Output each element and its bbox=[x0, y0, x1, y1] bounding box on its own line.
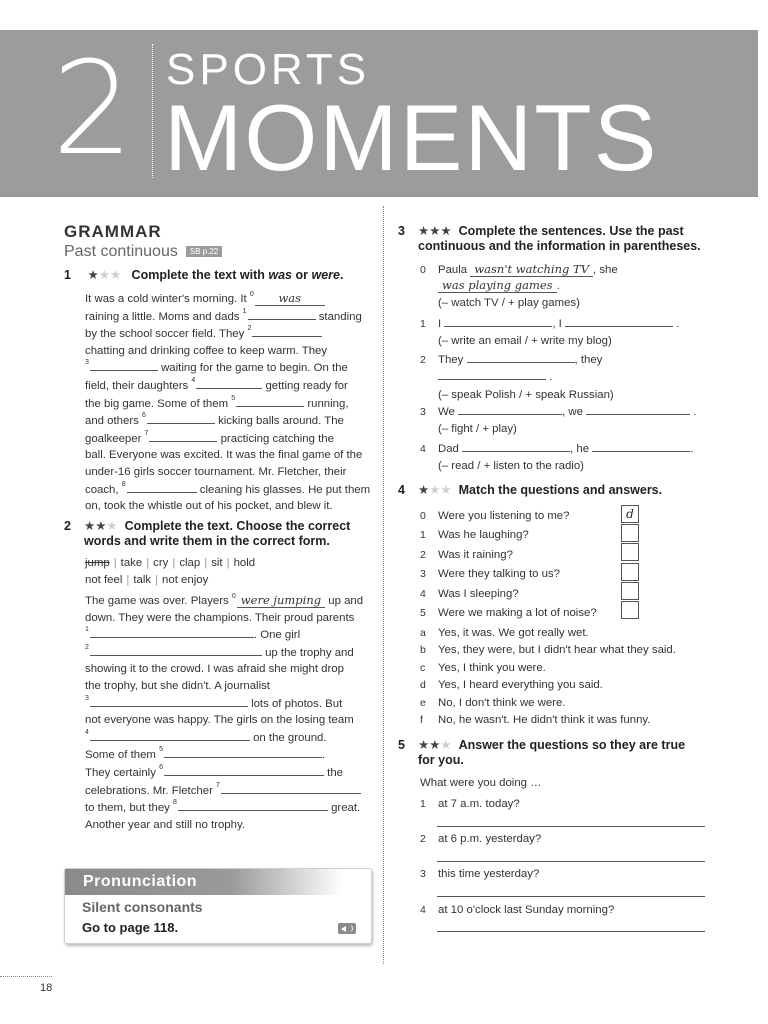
answer-line[interactable] bbox=[437, 931, 705, 932]
answer-blank[interactable] bbox=[164, 746, 322, 758]
text-line: celebrations. Mr. Fletcher $^7$ bbox=[85, 782, 375, 800]
text-line: the big game. Some of them $^5$ running, bbox=[85, 394, 349, 410]
answer-line[interactable] bbox=[437, 861, 705, 862]
text-line: The game was over. Players $^0$ were jumping up and bbox=[85, 593, 364, 607]
question-item: 1 Was he laughing? bbox=[420, 529, 529, 542]
exercise-5-lead: What were you doing … bbox=[420, 777, 542, 789]
item-hint: (– write an email / + write my blog) bbox=[438, 335, 612, 347]
question-item: 0 Were you listening to me? bbox=[420, 510, 570, 522]
answer-box[interactable] bbox=[621, 524, 639, 542]
difficulty-stars: ★★★ bbox=[418, 483, 452, 497]
answer-item: b Yes, they were, but I didn't hear what they said. bbox=[420, 644, 676, 657]
answer-blank[interactable] bbox=[444, 315, 552, 327]
answer-blank[interactable] bbox=[221, 782, 361, 794]
word-option: hold bbox=[233, 557, 256, 569]
exercise-5-instruction-cont: for you. bbox=[418, 753, 464, 767]
exercise-3-item: 0 Paula wasn't watching TV , she was playing games . (– watch TV / + play games) bbox=[420, 262, 720, 312]
exercise-1-heading bbox=[64, 268, 343, 283]
answer-list bbox=[420, 625, 720, 729]
exercise-2-text bbox=[85, 593, 375, 833]
word-option: jump bbox=[85, 557, 110, 569]
exercise-5-heading bbox=[398, 738, 718, 768]
question-item: 5 Were we making a lot of noise? bbox=[420, 607, 597, 620]
exercise-1-number: 1 bbox=[64, 268, 71, 282]
exercise-1-text bbox=[85, 291, 375, 515]
question-item: 3 Were they talking to us? bbox=[420, 568, 560, 581]
word-option: cry bbox=[153, 557, 169, 569]
answer-blank[interactable] bbox=[586, 403, 690, 415]
exercise-5-instruction: Answer the questions so they are true bbox=[458, 738, 686, 752]
exercise-4-heading bbox=[398, 483, 662, 498]
answer-blank[interactable] bbox=[90, 695, 248, 707]
answer-line[interactable] bbox=[437, 896, 705, 897]
footer-divider bbox=[0, 976, 52, 977]
answer-blank[interactable] bbox=[236, 395, 304, 407]
exercise-3-item: 2 They , they . (– speak Polish / + speak Russian) bbox=[420, 351, 720, 404]
text-line: and others $^6$ kicking balls around. The bbox=[85, 412, 344, 428]
exercise-3-item: 4 Dad , he . (– read / + listen to the radio) bbox=[420, 440, 720, 475]
text-line: down. They were the champions. Their proud parents bbox=[85, 611, 355, 624]
exercise-3-item: 1 I , I . (– write an email / + write my blog) bbox=[420, 315, 720, 350]
text-line: $^1$ . One girl bbox=[85, 626, 301, 642]
banner-divider bbox=[152, 44, 153, 178]
text-line: the trophy, but she didn't. A journalist bbox=[85, 679, 270, 692]
exercise-5-question: 2 at 6 p.m. yesterday? bbox=[420, 833, 542, 845]
answer-blank[interactable] bbox=[438, 368, 546, 380]
text-line: coach, $^8$ cleaning his glasses. He put them bbox=[85, 480, 371, 496]
exercise-3-heading bbox=[398, 224, 738, 254]
answer-blank[interactable] bbox=[458, 403, 562, 415]
page-number: 18 bbox=[40, 982, 53, 994]
answer-box[interactable] bbox=[621, 563, 639, 581]
word-option: take bbox=[120, 557, 143, 569]
answer-item: a Yes, it was. We got really wet. bbox=[420, 627, 589, 639]
exercise-1-instruction: Complete the text with was or were. bbox=[131, 268, 344, 282]
text-line: $^3$ waiting for the game to begin. On the bbox=[85, 359, 348, 375]
answer-blank[interactable] bbox=[164, 764, 324, 776]
item-hint: (– watch TV / + play games) bbox=[438, 297, 580, 309]
text-line: $^4$ on the ground. bbox=[85, 728, 327, 744]
answer-blank[interactable] bbox=[90, 729, 250, 741]
answer-blank[interactable] bbox=[592, 440, 690, 452]
pronunciation-box bbox=[64, 868, 372, 944]
answer-blank[interactable] bbox=[248, 308, 316, 320]
word-option: clap bbox=[179, 557, 201, 569]
exercise-5-question: 3 this time yesterday? bbox=[420, 868, 540, 880]
word-option: sit bbox=[211, 557, 223, 569]
answer-blank[interactable] bbox=[467, 351, 575, 363]
example-answer: was bbox=[255, 292, 325, 306]
example-answer: was playing games bbox=[438, 279, 557, 293]
difficulty-stars: ★★★ bbox=[87, 268, 122, 282]
word-option: not enjoy bbox=[162, 573, 209, 586]
item-hint: (– read / + listen to the radio) bbox=[438, 460, 584, 472]
exercise-3-number: 3 bbox=[398, 224, 405, 238]
exercise-2-heading bbox=[64, 519, 374, 549]
difficulty-stars: ★★★ bbox=[418, 224, 452, 238]
text-line: chatting and drinking coffee to keep warm. They bbox=[85, 344, 328, 357]
answer-box[interactable]: d bbox=[621, 505, 639, 523]
item-hint: (– fight / + play) bbox=[438, 423, 517, 435]
answer-box[interactable] bbox=[621, 601, 639, 619]
answer-blank[interactable] bbox=[178, 799, 328, 811]
question-list bbox=[420, 507, 620, 623]
answer-item: f No, he wasn't. He didn't think it was funny. bbox=[420, 714, 651, 727]
exercise-2-number: 2 bbox=[64, 519, 71, 533]
answer-item: e No, I don't think we were. bbox=[420, 696, 566, 709]
answer-box[interactable] bbox=[621, 582, 639, 600]
exercise-3-item: 3 We , we . (– fight / + play) bbox=[420, 403, 720, 438]
answer-blank[interactable] bbox=[90, 626, 254, 638]
answer-blank[interactable] bbox=[90, 644, 262, 656]
text-line: under-16 girls soccer tournament. Mr. Fletcher, their bbox=[85, 465, 347, 478]
exercise-3-instruction-cont: continuous and the information in parentheses. bbox=[418, 239, 701, 253]
exercise-4-number: 4 bbox=[398, 483, 405, 497]
text-line: field, their daughters $^4$ getting ready for bbox=[85, 376, 348, 392]
difficulty-stars: ★★★ bbox=[84, 519, 118, 533]
student-book-reference: SB p.22 bbox=[186, 246, 222, 257]
text-line: raining a little. Moms and dads $^1$ standing bbox=[85, 307, 362, 323]
audio-icon[interactable] bbox=[338, 923, 356, 934]
word-option: talk bbox=[133, 573, 152, 586]
question-item: 2 Was it raining? bbox=[420, 548, 513, 561]
pronunciation-page-link[interactable]: Go to page 118. bbox=[82, 920, 179, 935]
answer-blank[interactable] bbox=[127, 481, 197, 493]
text-line: to them, but they $^8$ great. bbox=[85, 799, 361, 815]
answer-blank[interactable] bbox=[147, 412, 215, 424]
example-answer: were jumping bbox=[237, 594, 325, 608]
text-line: Another year and still no trophy. bbox=[85, 818, 245, 831]
exercise-2-instruction: Complete the text. Choose the correct bbox=[124, 519, 351, 533]
text-line: not everyone was happy. The girls on the losing team bbox=[85, 714, 354, 727]
item-hint: (– speak Polish / + speak Russian) bbox=[438, 389, 614, 401]
text-line: $^3$ lots of photos. But bbox=[85, 694, 343, 710]
word-option: not feel bbox=[85, 573, 123, 586]
answer-blank[interactable] bbox=[252, 325, 322, 337]
text-line: Some of them $^5$ . bbox=[85, 746, 326, 762]
exercise-3-instruction: Complete the sentences. Use the past bbox=[458, 224, 684, 238]
answer-blank[interactable] bbox=[149, 430, 217, 442]
text-line: They certainly $^6$ the bbox=[85, 763, 343, 779]
answer-box[interactable] bbox=[621, 543, 639, 561]
exercise-4-instruction: Match the questions and answers. bbox=[458, 483, 663, 497]
answer-blank[interactable] bbox=[462, 440, 570, 452]
answer-blank[interactable] bbox=[196, 377, 262, 389]
grammar-topic: Past continuous bbox=[64, 243, 178, 260]
answer-blank[interactable] bbox=[90, 359, 158, 371]
text-line: showing it to the crowd. I was afraid she might drop bbox=[85, 663, 344, 676]
answer-blank[interactable] bbox=[565, 315, 673, 327]
pronunciation-title: Pronunciation bbox=[65, 869, 343, 895]
grammar-heading: GRAMMAR bbox=[64, 222, 162, 241]
unit-number: 2 bbox=[52, 35, 132, 184]
text-line: It was a cold winter's morning. It $^0$ was bbox=[85, 291, 375, 308]
unit-title-line2: MOMENTS bbox=[164, 85, 659, 190]
unit-title-line1: SPORTS bbox=[166, 45, 371, 94]
exercise-5-question: 4 at 10 o'clock last Sunday morning? bbox=[420, 904, 615, 916]
question-item: 4 Was I sleeping? bbox=[420, 587, 519, 600]
text-line: goalkeeper $^7$ practicing catching the bbox=[85, 429, 334, 445]
grammar-subheading bbox=[64, 243, 222, 261]
text-line: on, took the whistle out of his pocket, and blew it. bbox=[85, 500, 333, 513]
pronunciation-subtitle: Silent consonants bbox=[82, 899, 203, 915]
word-box: jump | take | cry | clap | sit | hold not feel | talk | not enjoy bbox=[85, 557, 256, 586]
answer-line[interactable] bbox=[437, 826, 705, 827]
text-line: by the school soccer field. They $^2$ bbox=[85, 325, 375, 343]
exercise-2-instruction-cont: words and write them in the correct form. bbox=[84, 534, 330, 548]
exercise-5-number: 5 bbox=[398, 738, 405, 752]
answer-item: c Yes, I think you were. bbox=[420, 661, 546, 674]
text-line: $^2$ up the trophy and bbox=[85, 643, 354, 659]
answer-item: d Yes, I heard everything you said. bbox=[420, 679, 603, 692]
text-line: ball. Everyone was excited. It was the final game of the bbox=[85, 449, 363, 462]
exercise-5-question: 1 at 7 a.m. today? bbox=[420, 798, 520, 810]
column-divider bbox=[383, 206, 384, 964]
example-answer: wasn't watching TV bbox=[470, 263, 593, 277]
difficulty-stars: ★★★ bbox=[418, 738, 452, 752]
